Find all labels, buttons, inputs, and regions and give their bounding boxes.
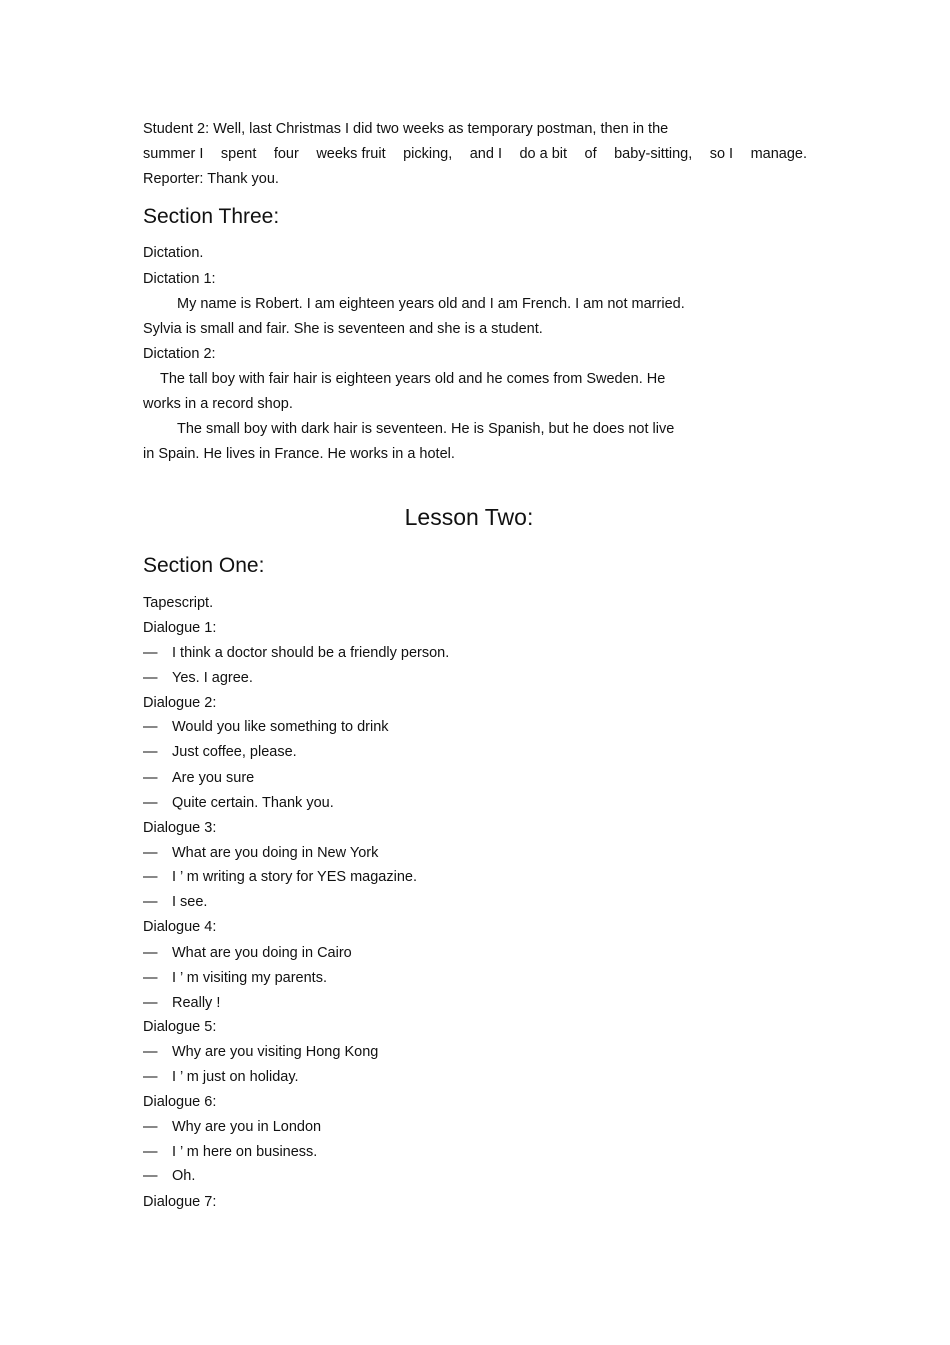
dialogue-text: What are you doing in Cairo xyxy=(172,945,352,961)
dialogue-text: Really ! xyxy=(172,995,221,1011)
dash: — xyxy=(143,670,158,686)
dash: — xyxy=(143,719,158,735)
dialogue-line xyxy=(143,769,254,787)
dialogue-label: Dialogue 3: xyxy=(143,820,217,836)
dialogue-text: I ’ m writing a story for YES magazine. xyxy=(172,869,417,885)
tapescript-label: Tapescript. xyxy=(143,595,214,611)
dialogue-label: Dialogue 2: xyxy=(143,695,217,711)
dash: — xyxy=(143,795,158,811)
dictation-2-line: The small boy with dark hair is seventeen. He is Spanish, but he does not live xyxy=(177,421,675,437)
section-three-heading: Section Three: xyxy=(143,205,280,228)
dictation-2-label: Dictation 2: xyxy=(143,346,216,362)
dialogue-text: I think a doctor should be a friendly person. xyxy=(172,645,450,661)
dialogue-label: Dialogue 4: xyxy=(143,919,217,935)
dialogue-text: Just coffee, please. xyxy=(172,744,297,760)
dialogue-line xyxy=(143,944,352,962)
dialogue-line xyxy=(143,794,334,812)
word: manage. xyxy=(750,146,807,162)
dialogue-text: I ’ m just on holiday. xyxy=(172,1069,299,1085)
word: weeks fruit xyxy=(316,146,386,162)
dictation-intro: Dictation. xyxy=(143,245,204,261)
dialogue-text: I see. xyxy=(172,894,208,910)
dash: — xyxy=(143,1119,158,1135)
dialogue-line xyxy=(143,718,389,736)
dialogue-line xyxy=(143,969,327,987)
dialogue-line xyxy=(143,644,449,662)
dash: — xyxy=(143,770,158,786)
dialogue-line xyxy=(143,669,253,687)
dialogue-line xyxy=(143,1043,378,1061)
dialogue-label: Dialogue 1: xyxy=(143,620,217,636)
word: four xyxy=(273,146,299,162)
dash: — xyxy=(143,1044,158,1060)
dialogue-text: Yes. I agree. xyxy=(172,670,253,686)
word: summer I xyxy=(143,146,204,162)
word: of xyxy=(584,146,597,162)
section-one-heading: Section One: xyxy=(143,554,265,577)
dash: — xyxy=(143,744,158,760)
dash: — xyxy=(143,995,158,1011)
dialogue-text: What are you doing in New York xyxy=(172,845,379,861)
dialogue-text: Why are you in London xyxy=(172,1119,322,1135)
dash: — xyxy=(143,645,158,661)
dash: — xyxy=(143,845,158,861)
dialogue-text: Oh. xyxy=(172,1168,196,1184)
dialogue-label: Dialogue 6: xyxy=(143,1094,217,1110)
word: baby-sitting, xyxy=(614,146,693,162)
dialogue-line xyxy=(143,1068,299,1086)
dialogue-line xyxy=(143,868,417,886)
dialogue-label: Dialogue 5: xyxy=(143,1019,217,1035)
word: do a bit xyxy=(519,146,568,162)
student2-line: Student 2: Well, last Christmas I did two weeks as temporary postman, then in the xyxy=(143,121,669,137)
dialogue-line xyxy=(143,1118,321,1136)
dictation-2-line: in Spain. He lives in France. He works in a hotel. xyxy=(143,446,455,462)
student2-justified-line xyxy=(143,145,807,163)
dash: — xyxy=(143,894,158,910)
dialogue-text: Would you like something to drink xyxy=(172,719,389,735)
dash: — xyxy=(143,970,158,986)
dash: — xyxy=(143,1144,158,1160)
dialogue-text: I ’ m here on business. xyxy=(172,1144,318,1160)
word: so I xyxy=(709,146,734,162)
dialogue-line xyxy=(143,1167,195,1185)
dialogue-text: Are you sure xyxy=(172,770,255,786)
dialogue-text: Quite certain. Thank you. xyxy=(172,795,334,811)
word: picking, xyxy=(403,146,453,162)
dash: — xyxy=(143,1069,158,1085)
dialogue-line xyxy=(143,743,297,761)
dictation-2-line: The tall boy with fair hair is eighteen years old and he comes from Sweden. He xyxy=(160,371,666,387)
dictation-1-line: My name is Robert. I am eighteen years old and I am French. I am not married. xyxy=(177,296,685,312)
word: and I xyxy=(469,146,502,162)
reporter-line: Reporter: Thank you. xyxy=(143,171,279,187)
dictation-1-line: Sylvia is small and fair. She is seventeen and she is a student. xyxy=(143,321,543,337)
dialogue-label: Dialogue 7: xyxy=(143,1194,217,1210)
dialogue-line xyxy=(143,1143,317,1161)
dictation-1-label: Dictation 1: xyxy=(143,271,216,287)
dialogue-text: Why are you visiting Hong Kong xyxy=(172,1044,379,1060)
dialogue-text: I ’ m visiting my parents. xyxy=(172,970,327,986)
dash: — xyxy=(143,869,158,885)
dash: — xyxy=(143,945,158,961)
dictation-2-line: works in a record shop. xyxy=(143,396,293,412)
lesson-two-title: Lesson Two: xyxy=(404,504,534,530)
dash: — xyxy=(143,1168,158,1184)
word: spent xyxy=(220,146,257,162)
dialogue-line xyxy=(143,893,207,911)
dialogue-line xyxy=(143,844,378,862)
dialogue-line xyxy=(143,994,220,1012)
